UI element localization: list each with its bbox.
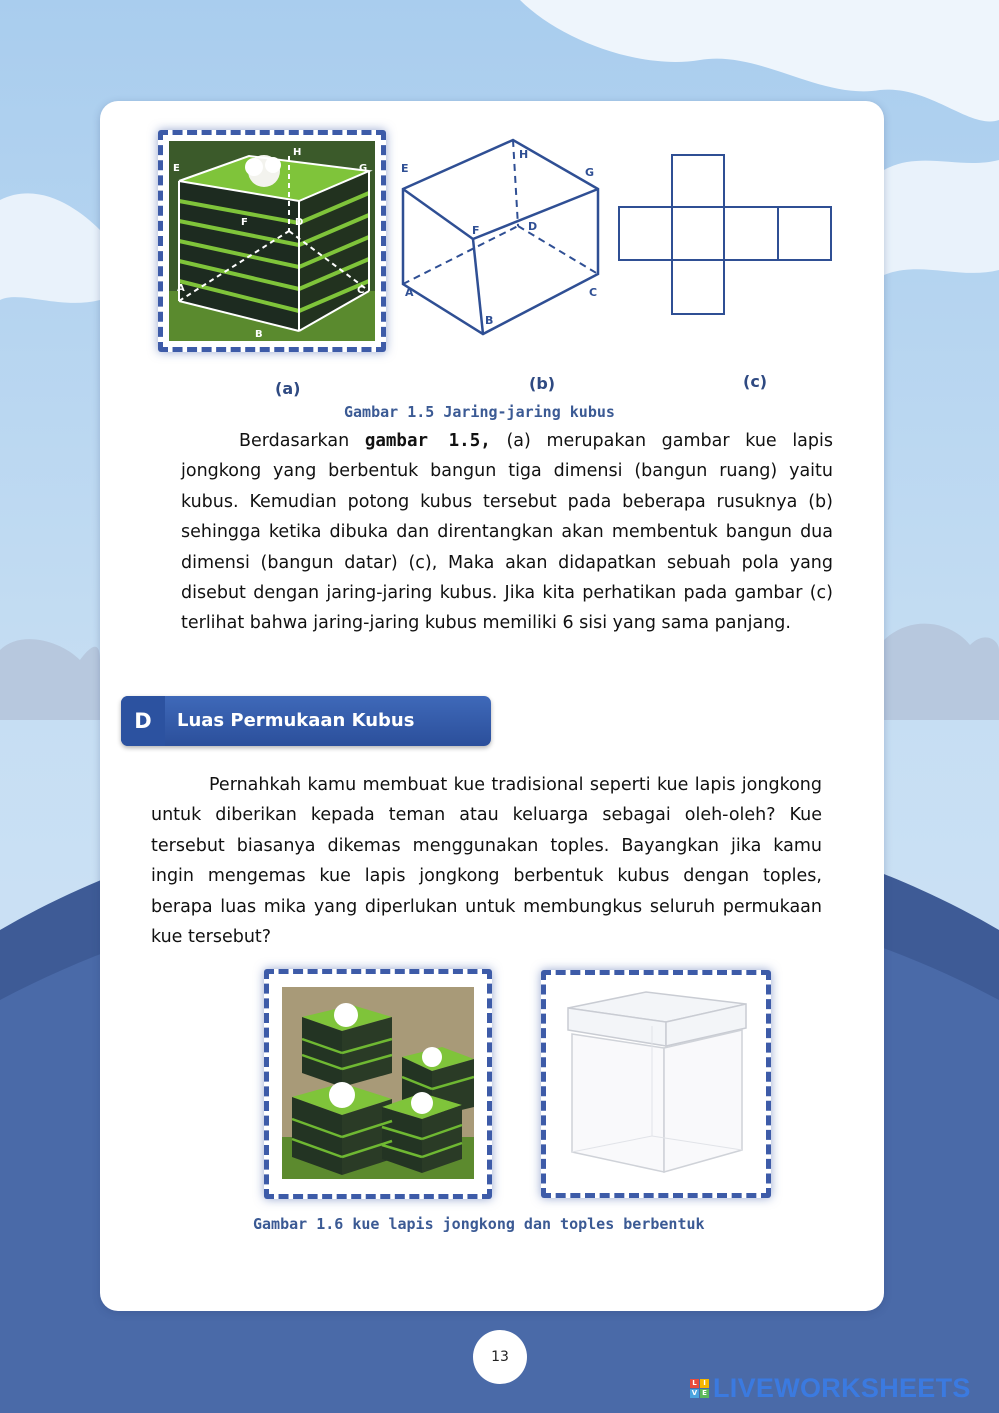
cake-cube-photo [169, 141, 375, 341]
paragraph-1-body: (a) merupakan gambar kue lapis jongkong yang berbentuk bangun tiga dimensi (bangun ruang) yaitu kubus. Kemudian potong kubus tersebut pada beberapa rusuknya (b) sehingga ketika dibuka dan direntangkan akan membentuk bangun dua dimensi (bangun datar) (c), Maka akan didapatkan sebuah pola yang disebut dengan jaring-jaring kubus. Jika kita perhatikan pada gambar (c) terlihat bahwa jaring-jaring kubus memiliki 6 sisi yang sama panjang. [181, 431, 833, 634]
paragraph-1 [181, 426, 833, 639]
section-letter: D [121, 696, 165, 746]
photo-vertex-g: G [359, 163, 368, 174]
liveworksheets-brand[interactable] [690, 1373, 971, 1403]
logo-letter-l: L [690, 1379, 699, 1388]
liveworksheets-logo-icon [690, 1379, 709, 1398]
logo-letter-i: I [700, 1379, 709, 1388]
cube-vertex-c: C [589, 286, 598, 299]
paragraph-1-reference: gambar 1.5, [364, 431, 491, 451]
cube-vertex-b: B [485, 314, 494, 327]
photo-vertex-h: H [293, 147, 302, 158]
figure-1-5-caption: Gambar 1.5 Jaring-jaring kubus [344, 403, 615, 421]
cube-diagram [393, 134, 613, 344]
cube-net-diagram [617, 153, 835, 318]
photo-vertex-e: E [173, 163, 180, 174]
paragraph-1-intro: Berdasarkan [239, 431, 365, 451]
jar-photo-frame [541, 970, 771, 1198]
section-heading [121, 696, 491, 746]
label-b: (b) [529, 374, 556, 393]
logo-letter-v: V [691, 1388, 698, 1397]
paragraph-2-text: Pernahkah kamu membuat kue tradisional seperti kue lapis jongkong untuk diberikan kepada teman atau keluarga sebagai oleh-oleh? Kue tersebut biasanya dikemas menggunakan toples. Bayangkan jika kamu ingin mengemas kue lapis jongkong berbentuk kubus dengan toples, berapa luas mika yang diperlukan untuk membungkus seluruh permukaan kue tersebut? [151, 775, 822, 948]
cube-vertex-g: G [585, 166, 595, 179]
liveworksheets-wordmark: LIVEWORKSHEETS [713, 1372, 971, 1403]
cube-vertex-e: E [401, 162, 409, 175]
cube-vertex-a: A [405, 286, 414, 299]
cube-vertex-h: H [519, 148, 529, 161]
photo-vertex-c: C [357, 285, 365, 296]
cake-photo-frame [158, 130, 386, 352]
page-number: 13 [473, 1330, 527, 1384]
label-c: (c) [743, 372, 768, 391]
photo-vertex-f: F [241, 217, 248, 228]
label-a: (a) [275, 379, 301, 398]
photo-vertex-b: B [255, 329, 263, 340]
section-title: Luas Permukaan Kubus [177, 710, 415, 731]
paragraph-2 [151, 770, 822, 952]
cube-vertex-f: F [472, 224, 480, 237]
cakes-photo-frame [264, 969, 492, 1199]
photo-vertex-d: D [295, 217, 304, 228]
photo-vertex-a: A [177, 283, 185, 294]
plastic-jar-photo [556, 986, 756, 1182]
figure-1-6-caption: Gambar 1.6 kue lapis jongkong dan toples berbentuk [253, 1215, 705, 1233]
cube-vertex-d: D [528, 220, 538, 233]
lapis-jongkong-photo [282, 987, 474, 1179]
logo-letter-e: E [700, 1389, 709, 1398]
